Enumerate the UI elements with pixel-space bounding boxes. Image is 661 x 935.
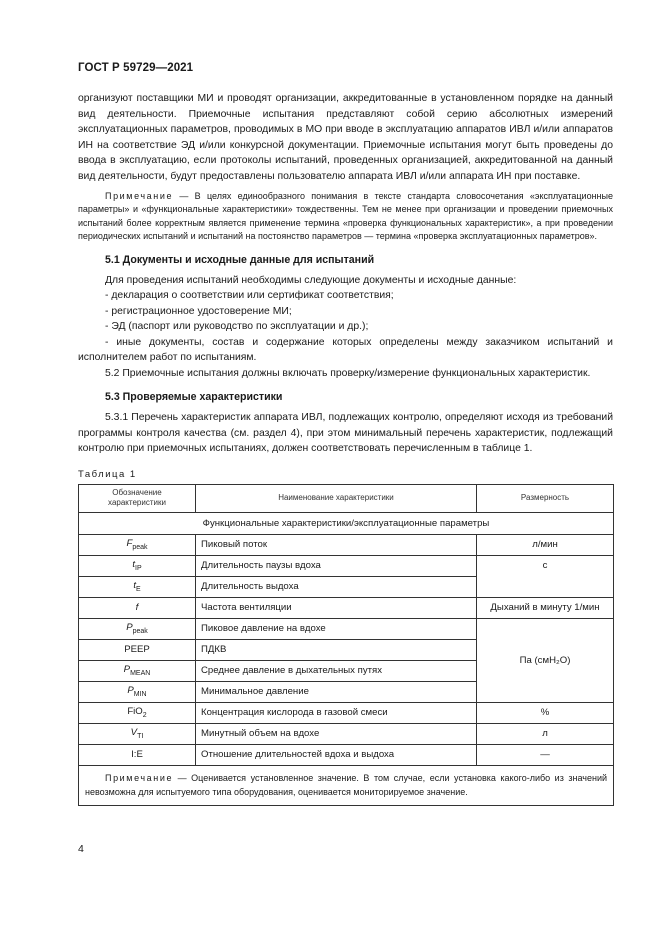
designation-cell <box>79 597 196 618</box>
symbol: P <box>123 664 131 676</box>
header-name: Наименование характеристики <box>196 484 477 512</box>
section-5-2-text: 5.2 Приемочные испытания должны включать проверку/измерение функциональных характеристик. <box>105 367 591 379</box>
symbol: P <box>127 685 134 697</box>
table-note <box>79 765 614 805</box>
table-note-label: Примечание <box>105 772 174 783</box>
list-item: - декларация о соответствии или сертификат соответствия; <box>105 290 394 302</box>
section-5-3-heading: 5.3 Проверяемые характеристики <box>105 391 283 404</box>
list-item: - иные документы, состав и содержание которых определены между заказчиком испытаний и исполнителем работ по испытаниям. <box>78 336 613 364</box>
designation-cell <box>79 660 196 681</box>
symbol: V <box>130 727 138 739</box>
symbol-sub: peak <box>132 544 148 552</box>
name-cell: Среднее давление в дыхательных путях <box>196 660 477 681</box>
symbol-sub: MEAN <box>130 670 151 678</box>
name-cell: Концентрация кислорода в газовой смеси <box>196 702 477 723</box>
unit-cell: — <box>477 744 614 765</box>
characteristics-table <box>78 484 614 806</box>
name-cell: Длительность выдоха <box>196 576 477 597</box>
designation-cell <box>79 555 196 576</box>
list-item: - ЭД (паспорт или руководство по эксплуатации и др.); <box>105 321 369 333</box>
table-row <box>79 597 614 618</box>
symbol: P <box>126 622 133 634</box>
header-designation: Обозначение характеристики <box>79 484 196 512</box>
symbol-sub: peak <box>132 628 148 636</box>
name-cell: Длительность паузы вдоха <box>196 555 477 576</box>
table-row <box>79 618 614 639</box>
intro-note <box>78 190 613 244</box>
symbol: FiO <box>127 706 143 718</box>
table-row <box>79 744 614 765</box>
symbol-sub: MIN <box>133 691 147 699</box>
symbol-sub: E <box>136 586 141 594</box>
name-cell: ПДКВ <box>196 639 477 660</box>
unit-cell: Дыханий в минуту 1/мин <box>477 597 614 618</box>
table-row <box>79 702 614 723</box>
designation-cell <box>79 681 196 702</box>
table-row <box>79 534 614 555</box>
designation-cell <box>79 723 196 744</box>
designation-cell <box>79 702 196 723</box>
name-cell: Отношение длительностей вдоха и выдоха <box>196 744 477 765</box>
symbol-sub: TI <box>137 733 144 741</box>
table-note-row <box>79 765 614 805</box>
intro-paragraph: организуют поставщики МИ и проводят организации, аккредитованные в установленном порядке на данный вид деятельности. Приемочные испытания представляют собой серию абсолютных измерений эксплуатационных параметров, проводимых в МО при вводе в эксплуатацию аппаратов ИВЛ и/или аппаратов ИН на соответствие ЭД и/или конкурсной документации. Приемочные испытания могут быть проведены до ввода в эксплуатацию, если протоколы испытаний, проведенных организацией, аккредитованной на данный вид деятельности, будут предоставлены пользователю аппарата ИВЛ и/или аппарата ИН при поставке. <box>78 93 613 182</box>
note-label: Примечание <box>105 191 174 201</box>
page-number: 4 <box>78 843 84 855</box>
designation-cell <box>79 618 196 639</box>
designation-cell <box>79 534 196 555</box>
section-5-3-1-text: 5.3.1 Перечень характеристик аппарата ИВЛ, подлежащих контролю, определяют исходя из требований программы контроля качества (см. раздел 4), при этом минимальный перечень характеристик, подлежащий контролю при приемочных испытаниях, должен соответствовать перечисленным в таблице 1. <box>78 412 613 455</box>
standard-header: ГОСТ Р 59729—2021 <box>78 62 194 74</box>
symbol-sub: IP <box>135 565 142 573</box>
group-title: Функциональные характеристики/эксплуатационные параметры <box>79 512 614 534</box>
unit-cell: с <box>477 555 614 597</box>
section-5-1-lead: Для проведения испытаний необходимы следующие документы и исходные данные: <box>105 274 517 286</box>
unit-cell: л/мин <box>477 534 614 555</box>
unit-cell: % <box>477 702 614 723</box>
table-caption: Таблица 1 <box>78 468 137 480</box>
header-unit: Размерность <box>477 484 614 512</box>
designation-cell: PEEP <box>79 639 196 660</box>
symbol: f <box>135 602 139 614</box>
name-cell: Частота вентиляции <box>196 597 477 618</box>
unit-cell: Па (смH₂O) <box>477 618 614 702</box>
list-item: - регистрационное удостоверение МИ; <box>105 305 292 317</box>
table-row <box>79 555 614 576</box>
name-cell: Минимальное давление <box>196 681 477 702</box>
designation-cell: I:E <box>79 744 196 765</box>
table-group-row <box>79 512 614 534</box>
symbol: F <box>126 538 133 550</box>
symbol: t <box>133 580 136 592</box>
page-content <box>78 91 613 806</box>
section-5-1-heading: 5.1 Документы и исходные данные для испытаний <box>105 253 375 266</box>
name-cell: Минутный объем на вдохе <box>196 723 477 744</box>
symbol-sub: 2 <box>142 712 147 720</box>
name-cell: Пиковый поток <box>196 534 477 555</box>
designation-cell <box>79 576 196 597</box>
name-cell: Пиковое давление на вдохе <box>196 618 477 639</box>
unit-cell: л <box>477 723 614 744</box>
table-row <box>79 723 614 744</box>
note-text: — В целях единообразного понимания в тексте стандарта словосочетания «эксплуатационные параметры» и «функциональные характеристики» тождественны. Тем не менее при организации и проведении приемочных испытаний более корректным является применение термина «проверка функциональных характеристик», а при проведении периодических испытаний и испытаний на постоянство параметров — термина «проверка эксплуатационных параметров». <box>78 191 613 242</box>
symbol: t <box>132 559 136 571</box>
table-header-row <box>79 484 614 512</box>
table-note-text: — Оценивается установленное значение. В том случае, если установка какого-либо из значений невозможна для испытуемого типа оборудования, оценивается мониторируемое значение. <box>85 772 607 797</box>
